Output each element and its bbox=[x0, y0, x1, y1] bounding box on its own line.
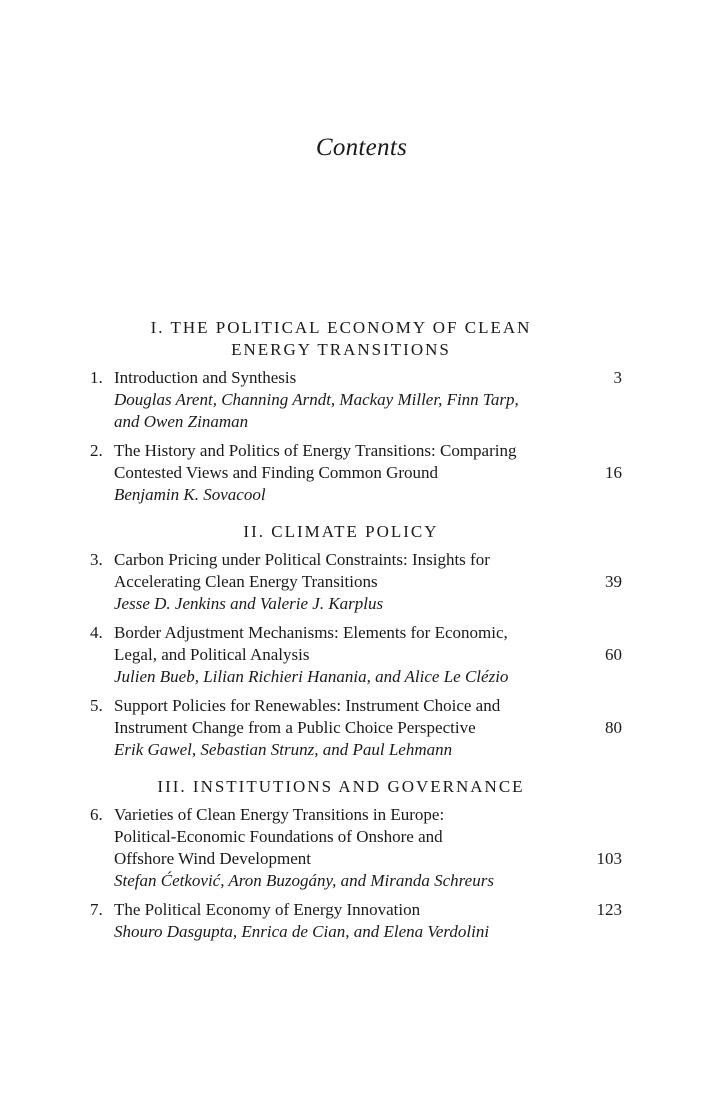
chapter-authors-line: and Owen Zinaman bbox=[114, 412, 249, 431]
chapter-page-number: 16 bbox=[605, 463, 622, 482]
page-title: Contents bbox=[315, 134, 408, 161]
chapter-authors-line: Shouro Dasgupta, Enrica de Cian, and Elena Verdolini bbox=[114, 922, 490, 941]
toc-entry-chapter-7[interactable] bbox=[90, 899, 622, 943]
chapter-title-line: Varieties of Clean Energy Transitions in Europe: bbox=[114, 805, 445, 824]
chapter-title-line: Political-Economic Foundations of Onshore and bbox=[114, 827, 443, 846]
chapter-number: 7. bbox=[90, 900, 103, 919]
part-heading-line: III. INSTITUTIONS AND GOVERNANCE bbox=[157, 777, 525, 796]
chapter-number: 6. bbox=[90, 805, 103, 824]
chapter-number: 4. bbox=[90, 623, 103, 642]
chapter-title-line: The Political Economy of Energy Innovation bbox=[114, 900, 421, 919]
part-heading-line: II. CLIMATE POLICY bbox=[243, 522, 439, 541]
chapter-page-number: 80 bbox=[605, 718, 622, 737]
chapter-authors-line: Stefan Ćetković, Aron Buzogány, and Miranda Schreurs bbox=[114, 871, 494, 890]
table-of-contents bbox=[90, 317, 622, 950]
chapter-title-line: Instrument Change from a Public Choice Perspective bbox=[114, 718, 476, 737]
chapter-page-number: 103 bbox=[596, 849, 622, 868]
part-heading-line: I. THE POLITICAL ECONOMY OF CLEAN bbox=[150, 318, 532, 337]
chapter-authors-line: Jesse D. Jenkins and Valerie J. Karplus bbox=[114, 594, 384, 613]
chapter-title-line: Contested Views and Finding Common Ground bbox=[114, 463, 439, 482]
chapter-title-line: Border Adjustment Mechanisms: Elements for Economic, bbox=[114, 623, 508, 642]
toc-entry-chapter-2[interactable] bbox=[90, 440, 622, 506]
chapter-title-line: Introduction and Synthesis bbox=[114, 368, 297, 387]
chapter-authors-line: Douglas Arent, Channing Arndt, Mackay Miller, Finn Tarp, bbox=[114, 390, 519, 409]
chapter-title-line: Offshore Wind Development bbox=[114, 849, 311, 868]
chapter-title-line: The History and Politics of Energy Transitions: Comparing bbox=[114, 441, 517, 460]
chapter-title-line: Carbon Pricing under Political Constraints: Insights for bbox=[114, 550, 490, 569]
chapter-page-number: 123 bbox=[596, 900, 622, 919]
toc-entry-chapter-3[interactable] bbox=[90, 549, 622, 615]
chapter-page-number: 60 bbox=[605, 645, 622, 664]
part-heading-1 bbox=[90, 317, 622, 361]
toc-entry-chapter-4[interactable] bbox=[90, 622, 622, 688]
toc-entry-chapter-5[interactable] bbox=[90, 695, 622, 761]
chapter-authors-line: Julien Bueb, Lilian Richieri Hanania, and Alice Le Clézio bbox=[114, 667, 509, 686]
chapter-authors-line: Benjamin K. Sovacool bbox=[114, 485, 266, 504]
chapter-authors-line: Erik Gawel, Sebastian Strunz, and Paul Lehmann bbox=[114, 740, 453, 759]
chapter-title-line: Legal, and Political Analysis bbox=[114, 645, 310, 664]
chapter-page-number: 39 bbox=[605, 572, 622, 591]
part-heading-3 bbox=[90, 776, 622, 798]
chapter-page-number: 3 bbox=[613, 368, 622, 387]
chapter-number: 1. bbox=[90, 368, 103, 387]
chapter-number: 5. bbox=[90, 696, 103, 715]
chapter-title-line: Accelerating Clean Energy Transitions bbox=[114, 572, 378, 591]
chapter-number: 3. bbox=[90, 550, 103, 569]
toc-entry-chapter-6[interactable] bbox=[90, 804, 622, 892]
toc-entry-chapter-1[interactable] bbox=[90, 367, 622, 433]
part-heading-2 bbox=[90, 521, 622, 543]
chapter-number: 2. bbox=[90, 441, 103, 460]
part-heading-line: ENERGY TRANSITIONS bbox=[231, 340, 451, 359]
chapter-title-line: Support Policies for Renewables: Instrument Choice and bbox=[114, 696, 501, 715]
